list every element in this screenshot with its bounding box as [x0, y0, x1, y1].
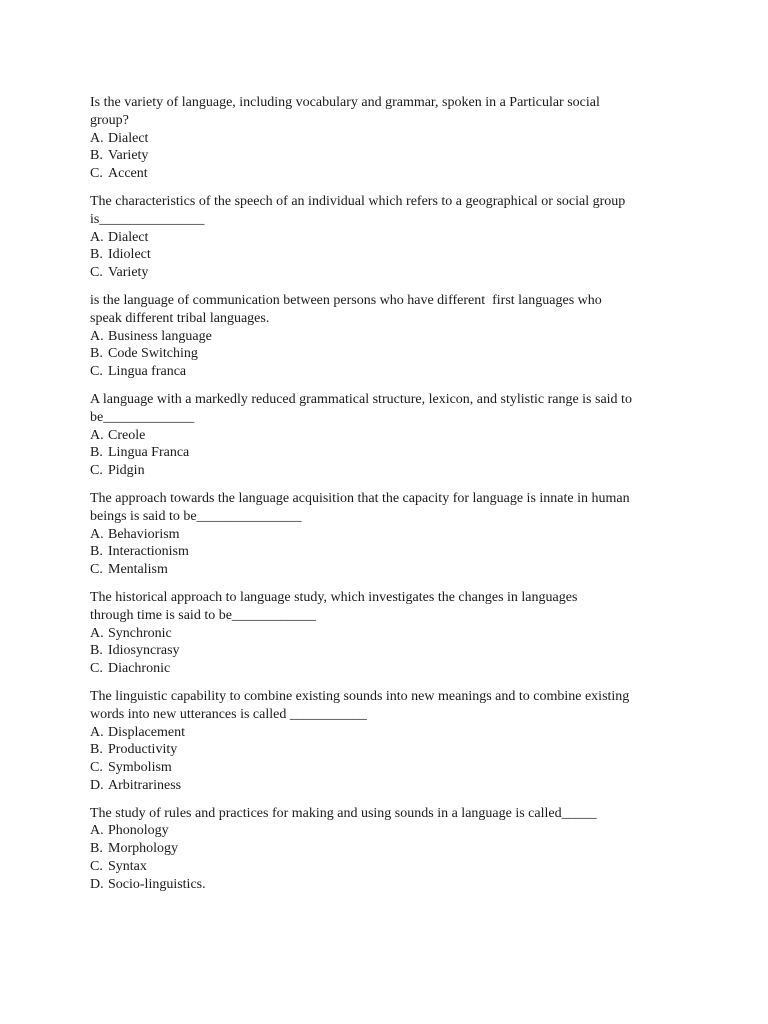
option-a [90, 625, 690, 643]
option-c [90, 165, 690, 183]
option-c [90, 363, 690, 381]
option-text: Dialect [108, 229, 149, 245]
option-letter: A. [90, 328, 104, 344]
option-c [90, 462, 690, 480]
option-text: Mentalism [108, 562, 168, 578]
option-text: Phonology [108, 823, 169, 839]
option-text: Synchronic [108, 625, 172, 641]
option-letter: D. [90, 876, 104, 892]
question-4 [90, 391, 690, 480]
option-letter: A. [90, 625, 104, 641]
question-text: Is the variety of language, including vocabulary and grammar, spoken in a Particular social group? [90, 95, 600, 128]
option-letter: C. [90, 265, 103, 281]
option-text: Code Switching [108, 346, 198, 362]
option-b [90, 642, 690, 660]
option-c [90, 858, 690, 876]
option-letter: C. [90, 463, 103, 479]
option-letter: A. [90, 724, 104, 740]
option-letter: A. [90, 229, 104, 245]
option-a [90, 427, 690, 445]
option-d [90, 777, 690, 795]
option-c [90, 264, 690, 282]
question-3 [90, 292, 690, 381]
question-text: The approach towards the language acquisition that the capacity for language is innate in human beings is said to be_______________ [90, 490, 630, 524]
option-text: Displacement [108, 724, 185, 740]
option-text: Variety [108, 148, 149, 164]
option-letter: B. [90, 445, 103, 461]
option-text: Dialect [108, 130, 149, 146]
option-b [90, 741, 690, 759]
option-text: Creole [108, 427, 146, 443]
option-b [90, 345, 690, 363]
option-text: Arbitrariness [108, 777, 182, 793]
option-text: Syntax [108, 859, 147, 875]
option-letter: A. [90, 130, 104, 146]
option-letter: A. [90, 823, 104, 839]
question-2 [90, 193, 690, 282]
option-b [90, 246, 690, 264]
option-a [90, 229, 690, 247]
option-letter: B. [90, 346, 103, 362]
option-b [90, 543, 690, 561]
option-b [90, 147, 690, 165]
question-7 [90, 688, 690, 795]
question-text: is the language of communication between persons who have different first languages who speak different tribal languages. [90, 292, 602, 326]
question-text: The historical approach to language study, which investigates the changes in languages through time is said to be____________ [90, 589, 578, 623]
option-text: Behaviorism [108, 526, 180, 542]
option-letter: B. [90, 742, 103, 758]
question-text: A language with a markedly reduced grammatical structure, lexicon, and stylistic range is said to be_____________ [90, 391, 632, 425]
option-letter: B. [90, 148, 103, 164]
option-letter: A. [90, 526, 104, 542]
quiz-document [90, 94, 690, 904]
question-8 [90, 805, 690, 894]
option-text: Variety [108, 265, 149, 281]
option-text: Interactionism [108, 544, 189, 560]
option-a [90, 130, 690, 148]
option-text: Idiolect [108, 247, 151, 263]
option-c [90, 759, 690, 777]
option-letter: C. [90, 562, 103, 578]
option-a [90, 822, 690, 840]
option-letter: B. [90, 247, 103, 263]
option-letter: C. [90, 166, 103, 182]
option-letter: C. [90, 760, 103, 776]
option-a [90, 328, 690, 346]
question-5 [90, 490, 690, 579]
option-letter: A. [90, 427, 104, 443]
option-b [90, 840, 690, 858]
option-text: Symbolism [108, 760, 172, 776]
option-letter: D. [90, 777, 104, 793]
option-text: Diachronic [108, 661, 171, 677]
option-text: Socio-linguistics. [108, 876, 206, 892]
option-b [90, 444, 690, 462]
option-letter: B. [90, 841, 103, 857]
question-text: The study of rules and practices for making and using sounds in a language is called_____ [90, 805, 597, 821]
option-letter: B. [90, 643, 103, 659]
option-text: Productivity [108, 742, 178, 758]
question-6 [90, 589, 690, 678]
option-a [90, 526, 690, 544]
option-text: Idiosyncrasy [108, 643, 180, 659]
question-1 [90, 94, 690, 183]
option-c [90, 561, 690, 579]
option-letter: C. [90, 364, 103, 380]
option-text: Accent [108, 166, 148, 182]
question-text: The characteristics of the speech of an individual which refers to a geographical or social group is_______________ [90, 193, 626, 227]
option-text: Lingua franca [108, 364, 187, 380]
option-a [90, 724, 690, 742]
option-text: Morphology [108, 841, 178, 857]
option-letter: C. [90, 859, 103, 875]
option-text: Lingua Franca [108, 445, 190, 461]
option-d [90, 876, 690, 894]
option-text: Business language [108, 328, 212, 344]
option-letter: C. [90, 661, 103, 677]
option-letter: B. [90, 544, 103, 560]
question-text: The linguistic capability to combine existing sounds into new meanings and to combine existing words into new utterances is called ___________ [90, 688, 630, 722]
option-text: Pidgin [108, 463, 145, 479]
option-c [90, 660, 690, 678]
